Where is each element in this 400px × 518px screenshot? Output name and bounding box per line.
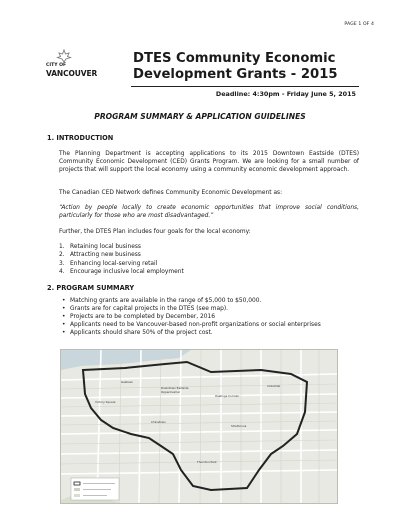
list-item-number: 3. [59,260,65,267]
title-line-1: DTES Community Economic [133,51,336,66]
list-item-number: 1. [59,244,65,250]
map-label-victory-square: Victory Square [95,400,116,404]
list-item-text: Enhancing local-serving retail [70,260,158,267]
bullet-item: • Grants are for capital projects in the DTES (see map). [59,305,359,313]
page-number: PAGE 1 OF 4 [344,22,374,27]
map-label-hastings-corridor: Hastings Corridor [215,394,240,398]
ced-definition-intro: The Canadian CED Network defines Community Economic Development as: [59,190,283,196]
list-item [59,268,184,276]
bullet-item: • Matching grants are available in the range of $5,000 to $50,000. [59,297,359,305]
title-divider [131,86,359,87]
logo-vancouver: VANCOUVER [46,69,98,78]
list-item-text: Retaining local business [70,244,141,250]
map-label-thornton-park: Thornton Park [197,460,217,464]
list-item [59,243,184,251]
bullet-item: • Applicants should share 50% of the project cost. [59,329,359,337]
map-graphic [61,350,337,503]
logo-city-of: CITY OF [46,63,67,68]
leaf-logo-icon [56,49,72,63]
list-item-number: 4. [59,269,65,276]
ced-definition-quote: “Action by people locally to create economic opportunities that improve social conditions, particularly for those who are most disadvantaged.” [59,205,359,219]
map-label-dtes-oppenheimer: Downtown Eastside Oppenheimer [161,386,189,394]
section-heading-introduction: 1. INTRODUCTION [47,134,114,142]
list-item-text: Attracting new business [70,252,141,259]
dtes-boundary-map [60,349,338,504]
list-item [59,251,184,259]
title-line-2: Development Grants - 2015 [133,67,338,82]
map-label-gastown: Gastown [121,380,134,384]
goals-list [59,243,184,277]
list-item [59,260,184,268]
map-label-strathcona: Strathcona [231,424,247,428]
intro-paragraph: The Planning Department is accepting applications to its 2015 Downtown Eastside (DTES) Community Economic Development (CED) Grants Program. We are looking for a small number of projects that will support the local economy using a community economic development approach. [59,151,359,173]
list-item-text: Encourage inclusive local employment [70,269,184,276]
dtes-goals-intro: Further, the DTES Plan includes four goals for the local economy: [59,229,251,235]
section-heading-program-summary: 2. PROGRAM SUMMARY [47,284,135,292]
document-title [133,51,373,83]
bullet-item: • Projects are to be completed by December, 2016 [59,313,359,321]
bullet-item: • Applicants need to be Vancouver-based non-profit organizations or social enterprises [59,321,359,329]
deadline: Deadline: 4:30pm - Friday June 5, 2015 [215,90,356,98]
city-of-vancouver-logo [46,49,106,85]
list-item-number: 2. [59,252,65,259]
summary-heading: PROGRAM SUMMARY & APPLICATION GUIDELINES [94,112,306,121]
map-label-industrial: Industrial [267,384,281,388]
program-bullets [59,297,359,337]
map-label-chinatown: Chinatown [151,420,166,424]
